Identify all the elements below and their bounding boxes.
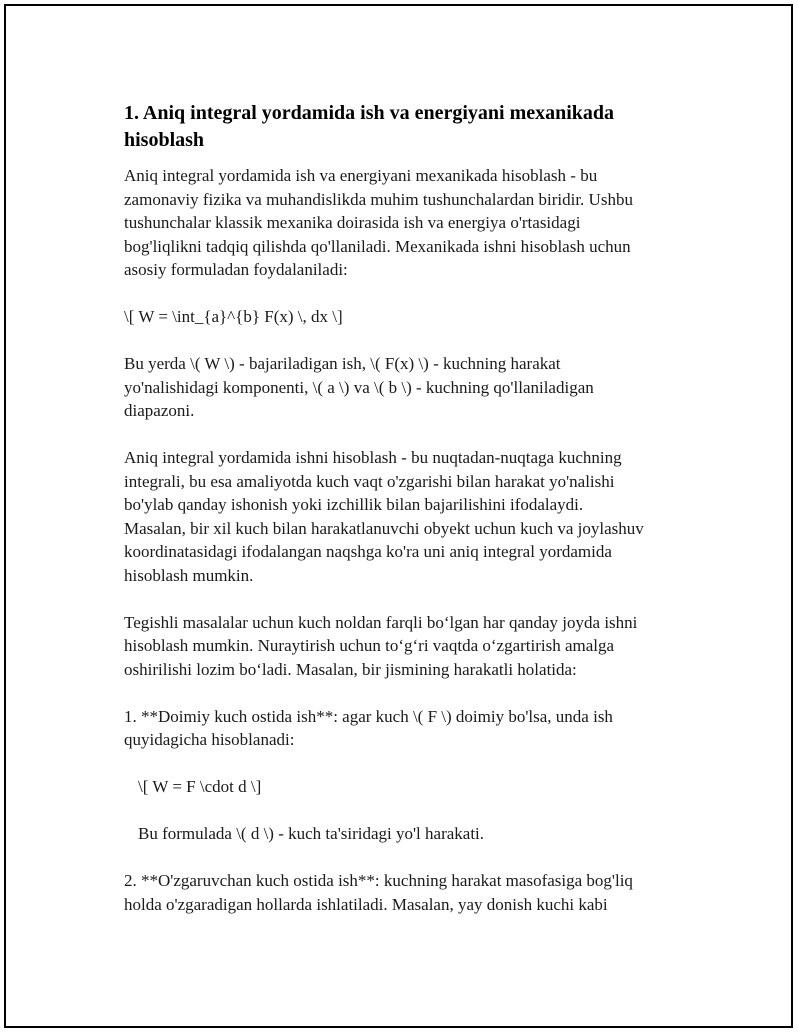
variable-force-item: 2. **O'zgaruvchan kuch ostida ish**: kuchning harakat masofasiga bog'liq holda o'zgaradigan hollarda ishlatiladi. Masalan, yay donish kuchi kabi [124, 871, 633, 914]
constant-force-formula: \[ W = F \cdot d \] [138, 777, 262, 796]
constant-force-note: Bu formulada \( d \) - kuch ta'siridagi yo'l harakati. [138, 824, 485, 843]
constant-force-item: 1. **Doimiy kuch ostida ish**: agar kuch \( F \) doimiy bo'lsa, unda ish quyidagicha hisoblanadi: [124, 706, 613, 749]
integral-paragraph: Aniq integral yordamida ishni hisoblash - bu nuqtadan-nuqtaga kuchning integrali, bu esa amaliyotda kuch vaqt o'zgarishi bilan harakat yo'nalishi bo'ylab qanday ishonish yoki izchillik bilan bajarilishini ifodalaydi. Masalan, bir xil kuch bilan harakatlanuvchi obyekt uchun kuch va joylashuv koordinatasidagi ifodalangan naqshga ko'ra uni aniq integral yordamida hisoblash mumkin. [124, 448, 644, 585]
page-frame [4, 4, 793, 1028]
section-heading: 1. Aniq integral yordamida ish va energiyani mexanikada hisoblash [124, 102, 615, 151]
intro-paragraph: Aniq integral yordamida ish va energiyani mexanikada hisoblash - bu zamonaviy fizika va muhandislikda muhim tushunchalardan biridir. Ushbu tushunchalar klassik mexanika doirasida ish va energiya o'rtasidagi bog'liqlikni tadqiq qilishda qo'llaniladi. Mexanikada ishni hisoblash uchun asosiy formuladan foydalaniladi: [124, 166, 633, 279]
work-integral-formula: \[ W = \int_{a}^{b} F(x) \, dx \] [124, 307, 343, 326]
document-body [124, 100, 694, 916]
formula-explanation: Bu yerda \( W \) - bajariladigan ish, \( F(x) \) - kuchning harakat yo'nalishidagi komponenti, \( a \) va \( b \) - kuchning qo'llaniladigan diapazoni. [124, 354, 594, 420]
application-paragraph: Tegishli masalalar uchun kuch noldan farqli bo‘lgan har qanday joyda ishni hisoblash mumkin. Nuraytirish uchun to‘g‘ri vaqtda o‘zgartirish amalga oshirilishi lozim bo‘ladi. Masalan, bir jismining harakatli holatida: [124, 612, 638, 679]
